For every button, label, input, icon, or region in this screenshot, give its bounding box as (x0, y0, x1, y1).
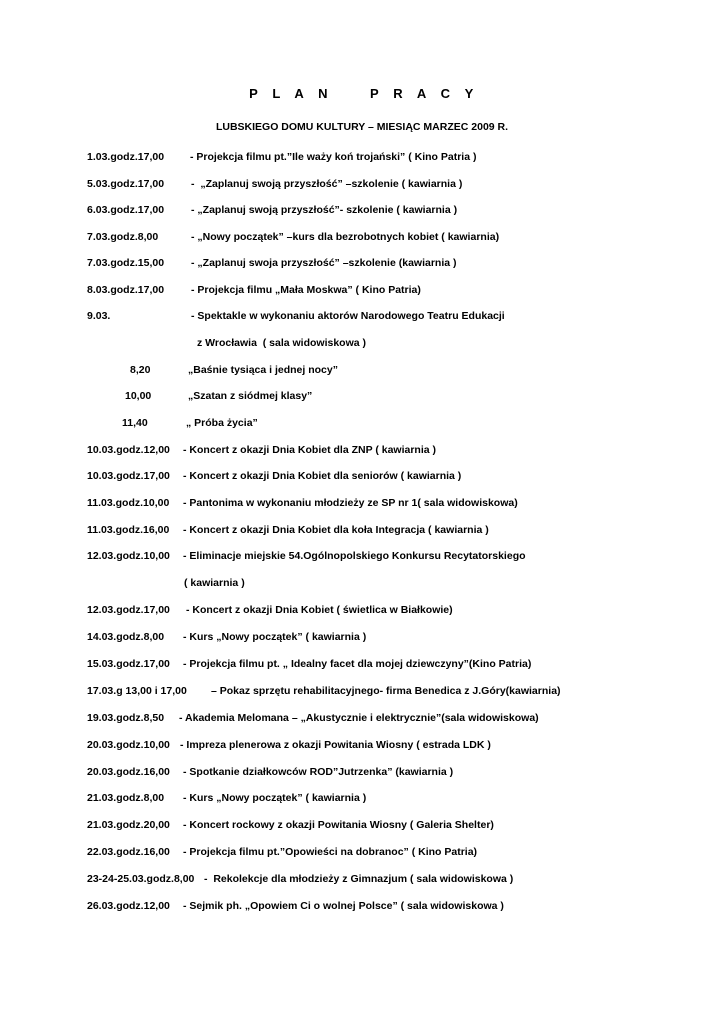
entry-date: 20.03.godz.10,00 (87, 739, 170, 751)
entry-date: 22.03.godz.16,00 (87, 846, 170, 858)
entry-date: 21.03.godz.8,00 (87, 792, 165, 804)
entry-text: - Koncert rockowy z okazji Powitania Wiosny ( Galeria Shelter) (183, 819, 494, 831)
entry-date: 5.03.godz.17,00 (87, 178, 165, 190)
entry-date: 1.03.godz.17,00 (87, 151, 165, 163)
entry-text: - Kurs „Nowy początek” ( kawiarnia ) (183, 792, 367, 804)
entry-date: 12.03.godz.17,00 (87, 604, 170, 616)
entry-text: - Koncert z okazji Dnia Kobiet dla ZNP ( kawiarnia ) (183, 444, 437, 456)
entry-text: - Projekcja filmu pt.”Opowieści na dobranoc” ( Kino Patria) (183, 846, 478, 858)
entry-text: „Szatan z siódmej klasy” (188, 390, 313, 402)
entry-text: - Impreza plenerowa z okazji Powitania Wiosny ( estrada LDK ) (180, 739, 491, 751)
entry-text: ( kawiarnia ) (184, 577, 245, 589)
entry-text: z Wrocławia ( sala widowiskowa ) (197, 337, 367, 349)
entry-date: 26.03.godz.12,00 (87, 900, 170, 912)
entry-date: 10.03.godz.12,00 (87, 444, 170, 456)
entry-text: „Baśnie tysiąca i jednej nocy” (188, 364, 338, 376)
entry-date: 11.03.godz.10,00 (87, 497, 170, 509)
entry-text: - „Zaplanuj swoją przyszłość”- szkolenie ( kawiarnia ) (191, 204, 458, 216)
entry-time: 8,20 (130, 364, 151, 376)
entry-date: 10.03.godz.17,00 (87, 470, 170, 482)
entry-text: „ Próba życia” (186, 417, 258, 429)
entry-time: 10,00 (125, 390, 152, 402)
entry-date: 21.03.godz.20,00 (87, 819, 170, 831)
entry-text: - Projekcja filmu pt. „ Idealny facet dla mojej dziewczyny”(Kino Patria) (183, 658, 532, 670)
entry-date: 11.03.godz.16,00 (87, 524, 170, 536)
entry-date: 19.03.godz.8,50 (87, 712, 165, 724)
entry-date: 23-24-25.03.godz.8,00 (87, 873, 195, 885)
entry-date: 7.03.godz.8,00 (87, 231, 159, 243)
entry-text: – Pokaz sprzętu rehabilitacyjnego- firma Benedica z J.Góry(kawiarnia) (211, 685, 561, 697)
entry-text: - Koncert z okazji Dnia Kobiet ( świetlica w Białkowie) (186, 604, 453, 616)
entry-date: 20.03.godz.16,00 (87, 766, 170, 778)
entry-date: 7.03.godz.15,00 (87, 257, 165, 269)
entry-date: 9.03. (87, 310, 111, 322)
entry-date: 8.03.godz.17,00 (87, 284, 165, 296)
entry-date: 15.03.godz.17,00 (87, 658, 170, 670)
entry-text: - Koncert z okazji Dnia Kobiet dla koła Integracja ( kawiarnia ) (183, 524, 489, 536)
entry-text: - Koncert z okazji Dnia Kobiet dla seniorów ( kawiarnia ) (183, 470, 462, 482)
entry-date: 17.03.g 13,00 i 17,00 (87, 685, 187, 697)
entry-text: - „Zaplanuj swoja przyszłość” –szkolenie (kawiarnia ) (191, 257, 457, 269)
entry-text: - Eliminacje miejskie 54.Ogólnopolskiego Konkursu Recytatorskiego (183, 550, 526, 562)
document-title: P L A N P R A C Y (249, 86, 479, 101)
entry-text: - Sejmik ph. „Opowiem Ci o wolnej Polsce” ( sala widowiskowa ) (183, 900, 504, 912)
entry-date: 14.03.godz.8,00 (87, 631, 165, 643)
entry-text: - Pantonima w wykonaniu młodzieży ze SP nr 1( sala widowiskowa) (183, 497, 518, 509)
entry-text: - Akademia Melomana – „Akustycznie i elektrycznie”(sala widowiskowa) (179, 712, 539, 724)
entry-date: 6.03.godz.17,00 (87, 204, 165, 216)
document-subtitle: LUBSKIEGO DOMU KULTURY – MIESIĄC MARZEC 2009 R. (215, 121, 509, 133)
entry-text: - Spektakle w wykonaniu aktorów Narodowego Teatru Edukacji (191, 310, 505, 322)
entry-time: 11,40 (122, 417, 148, 429)
entry-text: - Kurs „Nowy początek” ( kawiarnia ) (183, 631, 367, 643)
entry-date: 12.03.godz.10,00 (87, 550, 170, 562)
entry-text: - Spotkanie działkowców ROD”Jutrzenka” (kawiarnia ) (183, 766, 454, 778)
entry-text: - „Nowy początek” –kurs dla bezrobotnych kobiet ( kawiarnia) (191, 231, 500, 243)
entry-text: - Rekolekcje dla młodzieży z Gimnazjum ( sala widowiskowa ) (204, 873, 514, 885)
entry-text: - „Zaplanuj swoją przyszłość” –szkolenie ( kawiarnia ) (191, 178, 463, 190)
entry-text: - Projekcja filmu „Mała Moskwa” ( Kino Patria) (191, 284, 421, 296)
entry-text: - Projekcja filmu pt.”Ile waży koń trojański” ( Kino Patria ) (190, 151, 477, 163)
